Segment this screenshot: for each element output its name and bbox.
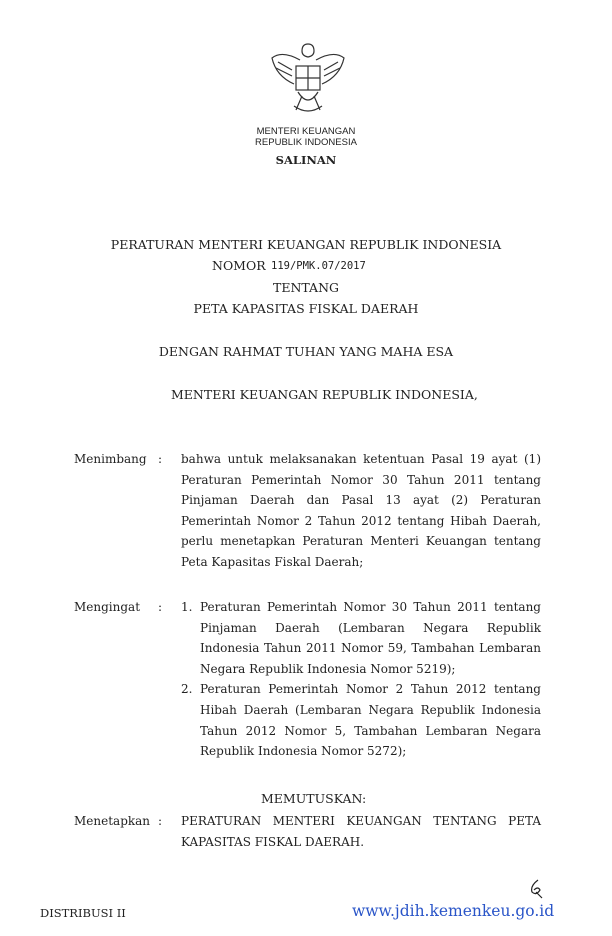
colon: : (158, 452, 163, 466)
salinan-label: SALINAN (275, 153, 337, 167)
menimbang-label: Menimbang (74, 452, 147, 466)
list-item (181, 679, 541, 761)
mengingat-list (181, 597, 541, 762)
header-line-1: MENTERI KEUANGAN (256, 126, 356, 137)
colon: : (158, 814, 163, 828)
regulation-subject: PETA KAPASITAS FISKAL DAERAH (193, 301, 419, 316)
header-line-2: REPUBLIK INDONESIA (255, 137, 357, 148)
menteri-line: MENTERI KEUANGAN REPUBLIK INDONESIA, (171, 387, 478, 402)
rahmat-line: DENGAN RAHMAT TUHAN YANG MAHA ESA (158, 344, 454, 359)
list-number: 1. (181, 600, 193, 614)
colon: : (158, 600, 163, 614)
nomor-value: 119/PMK.07/2017 (271, 260, 366, 272)
jdih-url-link[interactable]: www.jdih.kemenkeu.go.id (352, 902, 555, 920)
garuda-emblem-icon (268, 36, 348, 120)
list-text: Peraturan Pemerintah Nomor 2 Tahun 2012 tentang Hibah Daerah (Lembaran Negara Republik Indonesia Tahun 2012 Nomor 5, Tambahan Lembaran Negara Republik Indonesia Nomor 5272); (200, 682, 541, 759)
nomor-label: NOMOR (212, 258, 266, 273)
list-text: Peraturan Pemerintah Nomor 30 Tahun 2011 tentang Pinjaman Daerah (Lembaran Negara Republik Indonesia Tahun 2011 Nomor 59, Tambahan Lembaran Negara Republik Indonesia Nomor 5219); (200, 600, 541, 676)
menetapkan-text: PERATURAN MENTERI KEUANGAN TENTANG PETA KAPASITAS FISKAL DAERAH. (181, 814, 541, 849)
list-item (181, 597, 541, 679)
menimbang-text: bahwa untuk melaksanakan ketentuan Pasal 19 ayat (1) Peraturan Pemerintah Nomor 30 Tahun 2011 tentang Pinjaman Daerah dan Pasal 13 ayat (2) Peraturan Pemerintah Nomor 2 Tahun 2012 tentang Hibah Daerah, perlu menetapkan Peraturan Menteri Keuangan tentang Peta Kapasitas Fiskal Daerah; (181, 452, 541, 569)
memutuskan-heading: MEMUTUSKAN: (261, 791, 367, 806)
distribusi-label: DISTRIBUSI II (40, 906, 126, 920)
menetapkan-label: Menetapkan (74, 814, 151, 828)
regulation-title: PERATURAN MENTERI KEUANGAN REPUBLIK INDONESIA (110, 237, 502, 252)
initial-signature-icon (526, 878, 546, 900)
list-number: 2. (181, 682, 193, 697)
mengingat-label: Mengingat (74, 600, 141, 614)
tentang-label: TENTANG (272, 280, 339, 295)
